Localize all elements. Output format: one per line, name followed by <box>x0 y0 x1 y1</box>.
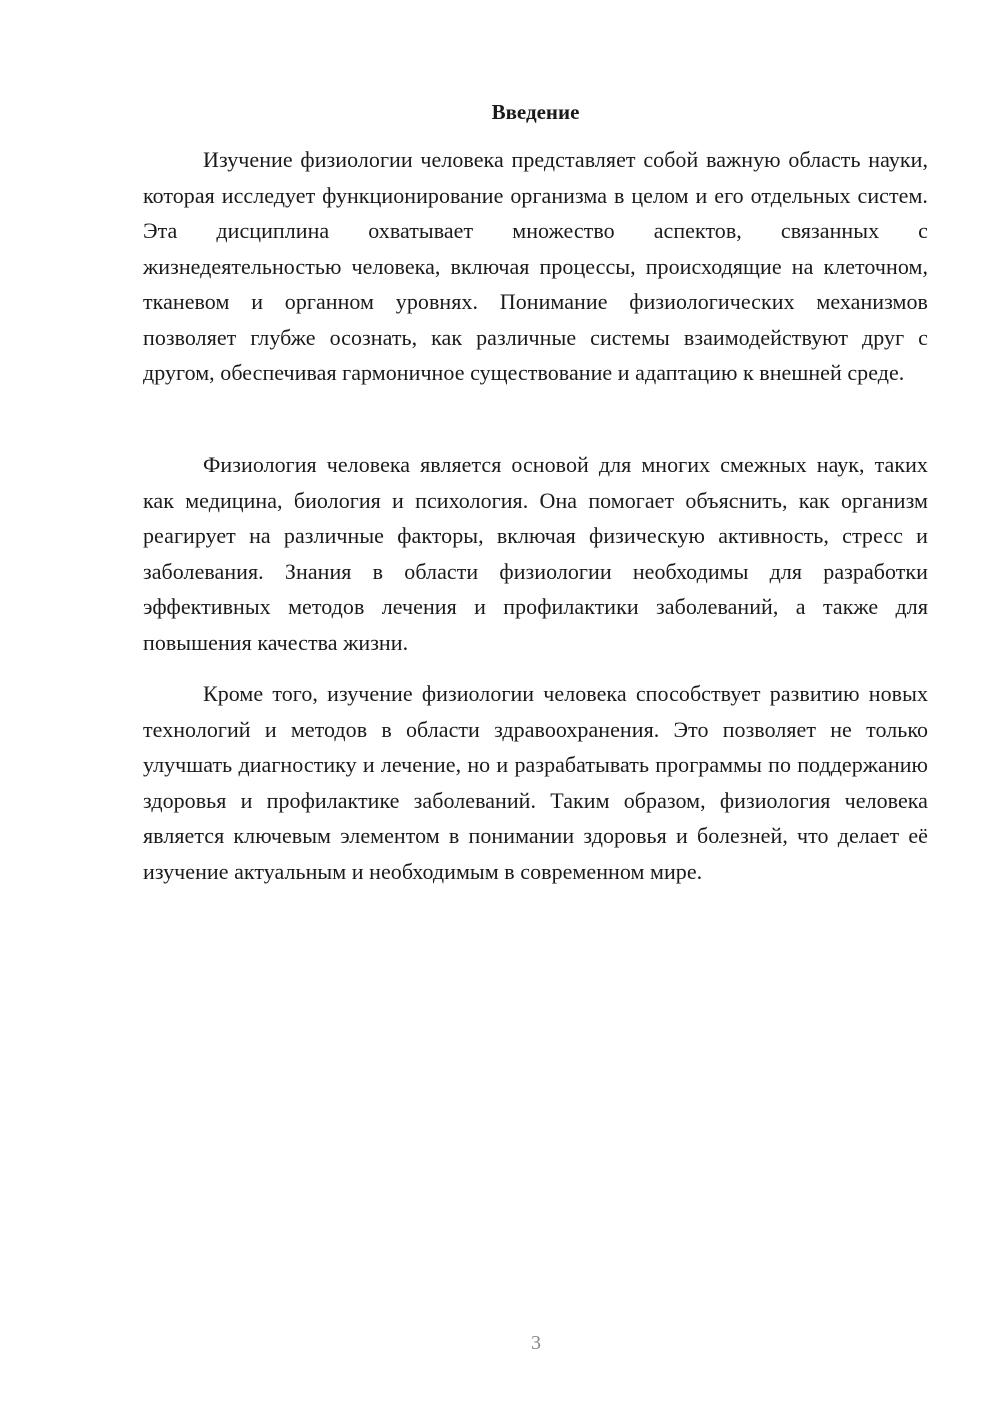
section-heading: Введение <box>491 100 580 124</box>
page-number: 3 <box>531 1332 541 1354</box>
paragraph-technologies: Кроме того, изучение физиологии человека способствует развитию новых технологий и методов в области здравоохранения. Это позволяет не только улучшать диагностику и лечение, но и разрабатывать программы по поддержанию здоровья и профилактике заболеваний. Таким образом, физиология человека является ключевым элементом в понимании здоровья и болезней, что делает её изучение актуальным и необходимым в современном мире. <box>143 681 928 884</box>
paragraph-foundation: Физиология человека является основой для многих смежных наук, таких как медицина, биология и психология. Она помогает объяснить, как организм реагирует на различные факторы, включая физическую активность, стресс и заболевания. Знания в области физиологии необходимы для разработки эффективных методов лечения и профилактики заболеваний, а также для повышения качества жизни. <box>143 452 928 655</box>
paragraph-introduction: Изучение физиологии человека представляет собой важную область науки, которая исследует функционирование организма в целом и его отдельных систем. Эта дисциплина охватывает множество аспектов, связанных с жизнедеятельностью человека, включая процессы, происходящие на клеточном, тканевом и органном уровнях. Понимание физиологических механизмов позволяет глубже осознать, как различные системы взаимодействуют друг с другом, обеспечивая гармоничное существование и адаптацию к внешней среде. <box>143 147 928 385</box>
